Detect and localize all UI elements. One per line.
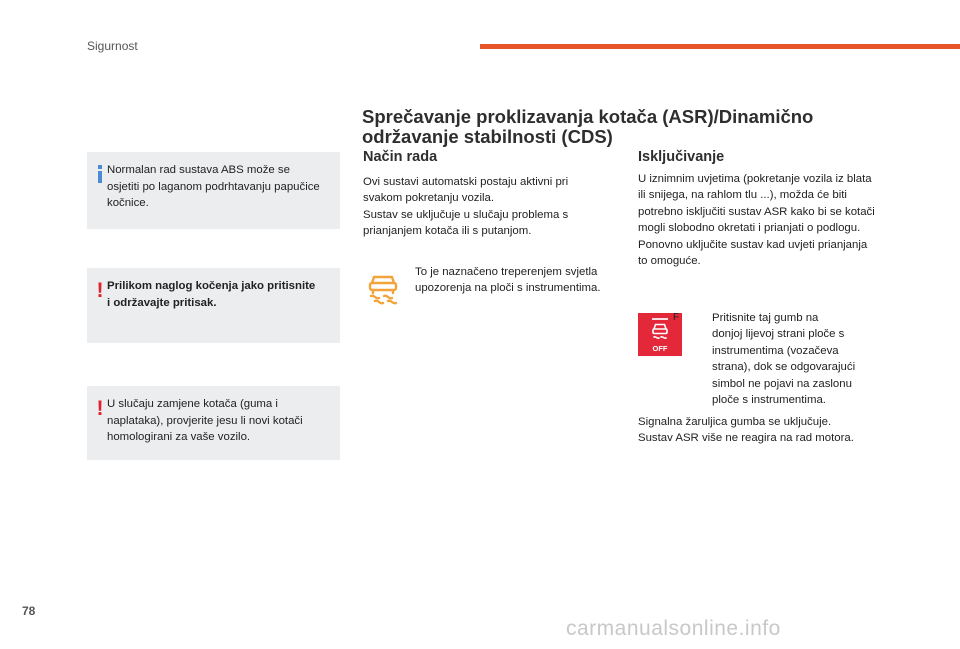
- page-title: Sprečavanje proklizavanja kotača (ASR)/Dinamično održavanje stabilnosti (CDS): [362, 106, 814, 147]
- section-heading-operation: Način rada: [363, 149, 438, 165]
- watermark: carmanualsonline.info: [566, 617, 781, 640]
- bullet-marker: F: [673, 312, 680, 323]
- section-heading-deactivation: Isključivanje: [638, 149, 725, 165]
- button-instruction-text: Pritisnite taj gumb na donjoj lijevoj strani ploče s instrumentima (vozačeva strana), dok se odgovarajući simbol ne pojavi na zaslonu ploče s instrumentima.: [712, 312, 856, 407]
- section-label: Sigurnost: [87, 39, 138, 53]
- warning-note-wheels: [87, 386, 340, 460]
- info-note: [87, 152, 340, 229]
- info-icon: [95, 165, 105, 183]
- traction-control-warning-icon: [365, 270, 401, 306]
- button-instruction: [673, 310, 868, 408]
- exclamation-icon: !: [96, 279, 104, 302]
- page-number: 78: [22, 604, 36, 618]
- info-note-text: Normalan rad sustava ABS može se osjetiti po laganom podrhtavanju papučice kočnice.: [107, 164, 320, 209]
- indicator-description: To je naznačeno treperenjem svjetla upozorenja na ploči s instrumentima.: [415, 266, 601, 295]
- result-paragraph: Signalna žaruljica gumba se uključuje. Sustav ASR više ne reagira na rad motora.: [638, 416, 854, 445]
- operation-paragraph: Ovi sustavi automatski postaju aktivni pri svakom pokretanju vozila. Sustav se uključuje u slučaju problema s prianjanjem kotača ili s putanjom.: [363, 176, 569, 238]
- header-accent-bar: [480, 44, 960, 49]
- warning-note-braking: [87, 268, 340, 343]
- exclamation-icon: !: [96, 397, 104, 420]
- deactivation-paragraph: U iznimnim uvjetima (pokretanje vozila iz blata ili snijega, na rahlom tlu ...), možda će biti potrebno isključiti sustav ASR kako bi se kotači mogli slobodno okretati i prianjati o podlogu. Ponovno uključite sustav kad uvjeti prianjanja to omoguće.: [638, 173, 875, 268]
- off-label: OFF: [652, 344, 668, 353]
- warning-note-text: U slučaju zamjene kotača (guma i naplataka), provjerite jesu li novi kotači homologirani za vaše vozilo.: [107, 398, 303, 443]
- warning-note-text: Prilikom naglog kočenja jako pritisnite i održavajte pritisak.: [107, 280, 316, 309]
